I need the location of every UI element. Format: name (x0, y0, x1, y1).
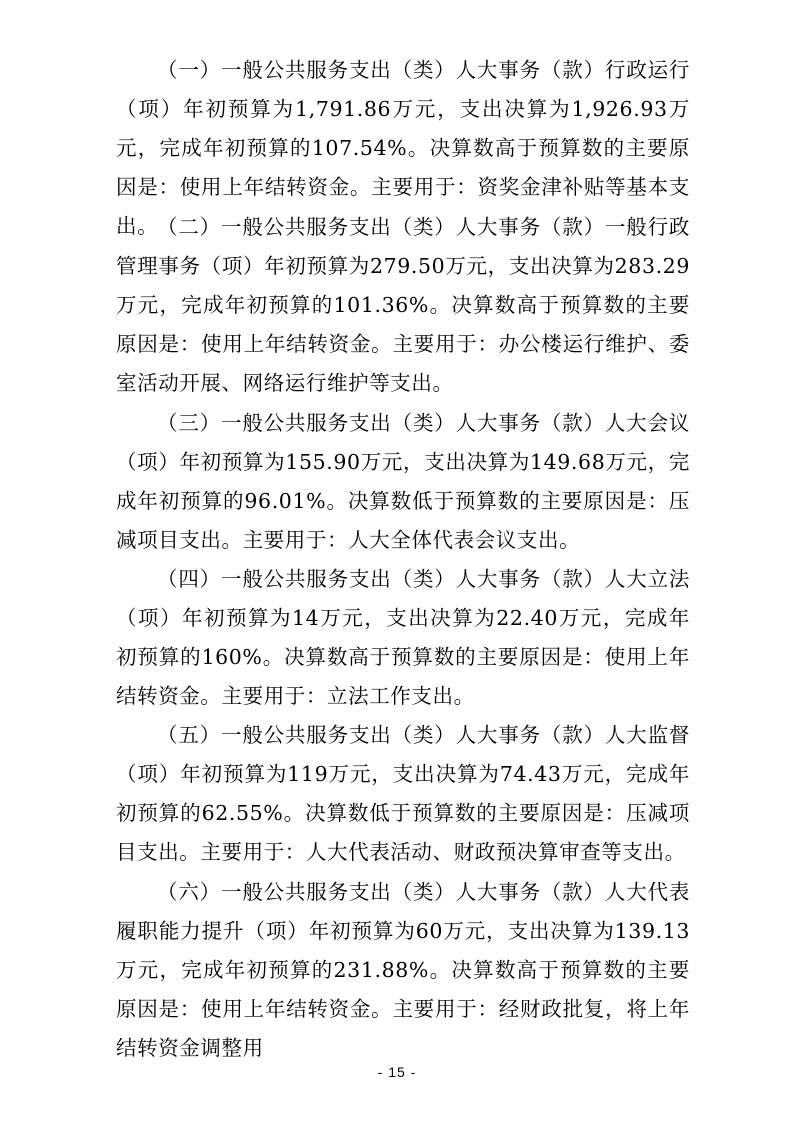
paragraph-npc-legislation: （四）一般公共服务支出（类）人大事务（款）人大立法（项）年初预算为14万元，支出决算为22.40万元，完成年初预算的160%。决算数高于预算数的主要原因是：使用上年结转资金。主要用于：立法工作支出。 (116, 567, 690, 708)
paragraph-general-administrative-affairs: （二）一般公共服务支出（类）人大事务（款）一般行政管理事务（项）年初预算为279.50万元，支出决算为283.29万元，完成年初预算的101.36%。决算数高于预算数的主要原因是：使用上年结转资金。主要用于：办公楼运行维护、委室活动开展、网络运行维护等支出。 (116, 215, 690, 395)
paragraph-deputy-capacity-building: （六）一般公共服务支出（类）人大事务（款）人大代表履职能力提升（项）年初预算为60万元，支出决算为139.13万元，完成年初预算的231.88%。决算数高于预算数的主要原因是：使用上年结转资金。主要用于：经财政批复，将上年结转资金调整用 (116, 880, 690, 1060)
paragraph-administrative-operation: （一）一般公共服务支出（类）人大事务（款）行政运行（项）年初预算为1,791.86万元，支出决算为1,926.93万元，完成年初预算的107.54%。决算数高于预算数的主要原因是：使用上年结转资金。主要用于：资奖金津补贴等基本支出。 (116, 58, 690, 238)
paragraph-npc-supervision: （五）一般公共服务支出（类）人大事务（款）人大监督（项）年初预算为119万元，支出决算为74.43万元，完成年初预算的62.55%。决算数低于预算数的主要原因是：压减项目支出。主要用于：人大代表活动、财政预决算审查等支出。 (116, 723, 690, 864)
paragraph-npc-meetings: （三）一般公共服务支出（类）人大事务（款）人大会议（项）年初预算为155.90万元，支出决算为149.68万元，完成年初预算的96.01%。决算数低于预算数的主要原因是：压减项目支出。主要用于：人大全体代表会议支出。 (116, 411, 690, 552)
page-number: - 15 - (377, 1064, 417, 1080)
